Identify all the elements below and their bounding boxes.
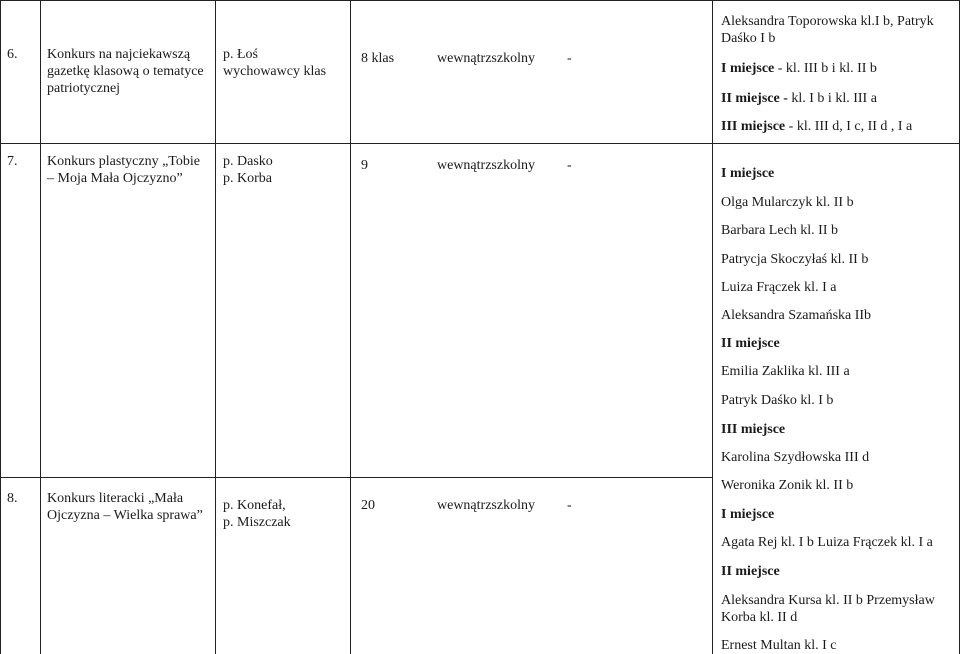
dash: -	[567, 498, 572, 513]
place-label: I miejsce	[721, 61, 775, 76]
result-line: Aleksandra Kursa kl. II b Przemysław	[721, 593, 935, 608]
place-label: III miejsce	[721, 119, 786, 134]
result-line: Olga Mularczyk kl. II b	[721, 195, 854, 210]
result-line: Emilia Zaklika kl. III a	[721, 364, 850, 379]
place-label: I miejsce	[721, 507, 775, 522]
result-line: Luiza Frączek kl. I a	[721, 280, 837, 295]
column-divider	[215, 0, 216, 654]
dash: -	[567, 158, 572, 173]
organizer-line: p. Korba	[223, 171, 272, 186]
participant-count: 8 klas	[361, 51, 395, 66]
contest-name-line: – Moja Mała Ojczyzno”	[47, 171, 183, 186]
place-classes: - kl. III d, I c, II d , I a	[785, 119, 913, 134]
column-divider	[350, 0, 351, 654]
participant-count: 9	[361, 158, 368, 173]
result-line: Karolina Szydłowska III d	[721, 450, 870, 465]
result-line: Weronika Zonik kl. II b	[721, 478, 854, 493]
place-classes: - kl. III b i kl. II b	[774, 61, 877, 76]
contest-name-line: Ojczyzna – Wielka sprawa”	[47, 508, 203, 523]
column-divider	[40, 0, 41, 654]
result-line	[721, 90, 877, 107]
result-line: Korba kl. II d	[721, 610, 798, 625]
place-label: III miejsce	[721, 422, 786, 437]
row-divider	[0, 477, 713, 478]
organizer-line: p. Dasko	[223, 154, 273, 169]
organizer-line: p. Konefał,	[223, 498, 286, 513]
organizer-line: p. Miszczak	[223, 515, 291, 530]
contest-name-line: patriotycznej	[47, 81, 121, 96]
contest-name-line: gazetkę klasową o tematyce	[47, 64, 204, 79]
row-number: 6.	[7, 47, 18, 62]
result-line: Agata Rej kl. I b Luiza Frączek kl. I a	[721, 535, 933, 550]
result-line	[721, 118, 912, 135]
result-line: Daśko I b	[721, 31, 776, 46]
contest-name-line: Konkurs plastyczny „Tobie	[47, 154, 200, 169]
place-label: I miejsce	[721, 166, 775, 181]
contest-type: wewnątrzszkolny	[437, 498, 535, 513]
result-line: Aleksandra Toporowska kl.I b, Patryk	[721, 14, 934, 29]
column-divider	[712, 0, 713, 654]
organizer-line: wychowawcy klas	[223, 64, 327, 79]
result-line: Aleksandra Szamańska IIb	[721, 308, 872, 323]
row-number: 8.	[7, 491, 18, 506]
dash: -	[567, 51, 572, 66]
contest-name-line: Konkurs na najciekawszą	[47, 47, 191, 62]
place-label: II miejsce -	[721, 91, 788, 106]
result-line: Barbara Lech kl. II b	[721, 223, 838, 238]
result-line: Patrycja Skoczyłaś kl. II b	[721, 252, 869, 267]
table-border-left	[0, 0, 1, 654]
result-line: Ernest Multan kl. I c	[721, 638, 837, 653]
place-label: II miejsce	[721, 564, 780, 579]
participant-count: 20	[361, 498, 375, 513]
result-line: Patryk Daśko kl. I b	[721, 393, 834, 408]
contest-type: wewnątrzszkolny	[437, 51, 535, 66]
contest-type: wewnątrzszkolny	[437, 158, 535, 173]
place-classes: kl. I b i kl. III a	[787, 91, 877, 106]
result-line	[721, 60, 877, 77]
organizer-line: p. Łoś	[223, 47, 258, 62]
row-divider	[0, 143, 960, 144]
table-border-top	[0, 0, 960, 1]
row-number: 7.	[7, 154, 18, 169]
place-label: II miejsce	[721, 336, 780, 351]
contest-name-line: Konkurs literacki „Mała	[47, 491, 184, 506]
